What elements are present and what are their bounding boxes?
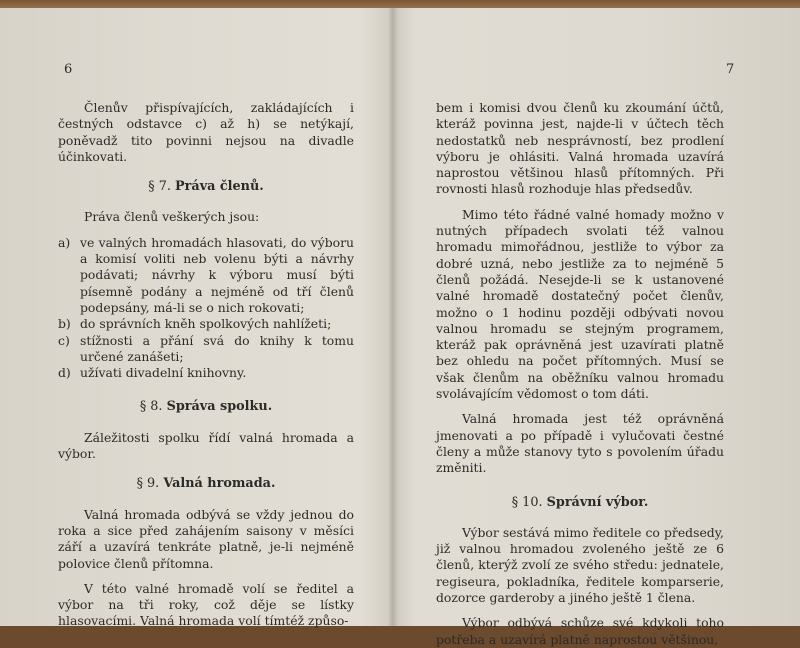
item-text: stížnosti a přání svá do knihy k tomu určené zanášeti; — [80, 332, 354, 364]
continued-paragraph: bem i komisi dvou členů ku zkoumání účtů, kteráž povinna jest, najde-li v účtech těch nedostatků neb nesprávností, bez prodlení výboru je ohlásiti. Valná hromada uzavírá naprostou většinou hlasů přítomných. Při rovnosti hlasů rozhoduje hlas předsedův. — [436, 100, 724, 197]
extraordinary-meeting-paragraph: Mimo této řádné valné homady možno v nutných případech svolati též valnou hromadu mimořádnou, jestliže to výbor za dobré uzná, nebo jestliže za to nejméně 5 členů požádá. Nesejde-li se k ustanovené valné hromadě dostatečný počet členův, možno o 1 hodinu později odbývati novou valnou hromadu se stejným programem, kteráž pak oprávněná jest uzavírati platně bez ohledu na počet přítomných. Musí se však členům na oběžníku valnou hromadu svolávajícím vědomost o tom dáti. — [436, 206, 724, 402]
book-spine — [388, 8, 398, 626]
section-7-lead: Práva členů veškerých jsou: — [84, 209, 260, 225]
section-9-paragraph-1: Valná hromada odbývá se vždy jednou do roka a sice před zahájením saisony v měsíci září a uzavírá tenkráte platně, je-li nejméně polovice členů přítomna. — [58, 506, 354, 571]
section-9-number: § 9. — [136, 476, 160, 492]
section-8-title: Správa spolku. — [166, 399, 273, 415]
section-7-number: § 7. — [148, 179, 171, 195]
right-column — [436, 100, 724, 648]
item-text: užívati divadelní knihovny. — [80, 365, 247, 381]
page-number-right: 7 — [726, 62, 735, 77]
left-column — [58, 100, 354, 630]
section-9-heading — [58, 476, 354, 492]
right-page — [396, 8, 800, 647]
item-text: do správních kněh spolkových nahlížeti; — [80, 316, 332, 332]
section-7-title: Práva členů. — [175, 179, 264, 195]
item-marker: b) — [58, 316, 71, 332]
section-7-heading — [58, 179, 354, 195]
section-10-paragraph-1: Výbor sestává mimo ředitele co předsedy, již valnou hromadou zvoleného ještě ze 6 členů, kterýž zvolí ze svého středu: jednatele, regiseura, pokladníka, ředitele komparserie, dozorce garderoby a jiného ještě 1 člena. — [436, 524, 724, 606]
left-page — [0, 8, 390, 629]
section-10-number: § 10. — [511, 494, 543, 510]
rights-item-b — [58, 316, 354, 332]
rights-item-c — [58, 333, 354, 366]
item-marker: d) — [58, 365, 71, 381]
section-10-title: Správní výbor. — [546, 494, 649, 510]
item-text: ve valných hromadách hlasovati, do výboru a komisí voliti neb volenu býti a návrhy podávati; návrhy k výboru musí býti písemně podány a nejméně od tří členů podepsány, má-li se o nich rokovati; — [80, 234, 354, 315]
page-number-left: 6 — [64, 62, 73, 77]
rights-item-d — [58, 365, 354, 381]
honorary-members-paragraph: Valná hromada jest též oprávněná jmenovati a po případě i vylučovati čestné členy a může stanovy tyto s povolením úřadu změniti. — [436, 411, 724, 476]
rights-item-a — [58, 235, 354, 316]
section-10-heading — [436, 495, 724, 511]
item-marker: a) — [58, 234, 71, 250]
section-9-paragraph-2: V této valné hromadě volí se ředitel a výbor na tři roky, což děje se lístky hlasovacími. Valná hromada volí tímtéž způso- — [58, 580, 354, 629]
section-9-title: Valná hromada. — [163, 476, 276, 492]
book-spread — [0, 8, 800, 647]
item-marker: c) — [58, 332, 70, 348]
intro-paragraph: Členův přispívajících, zakládajících i čestných odstavce c) až h) se netýkají, poněvadž tito povinni nejsou na divadle účinkovati. — [58, 100, 354, 164]
section-8-heading — [58, 399, 354, 415]
section-8-text: Záležitosti spolku řídí valná hromada a výbor. — [58, 429, 354, 462]
section-8-number: § 8. — [139, 399, 163, 415]
section-10-paragraph-2: Výbor odbývá schůze své kdykoli toho potřeba a uzavírá platně naprostou většinou, — [436, 615, 724, 647]
